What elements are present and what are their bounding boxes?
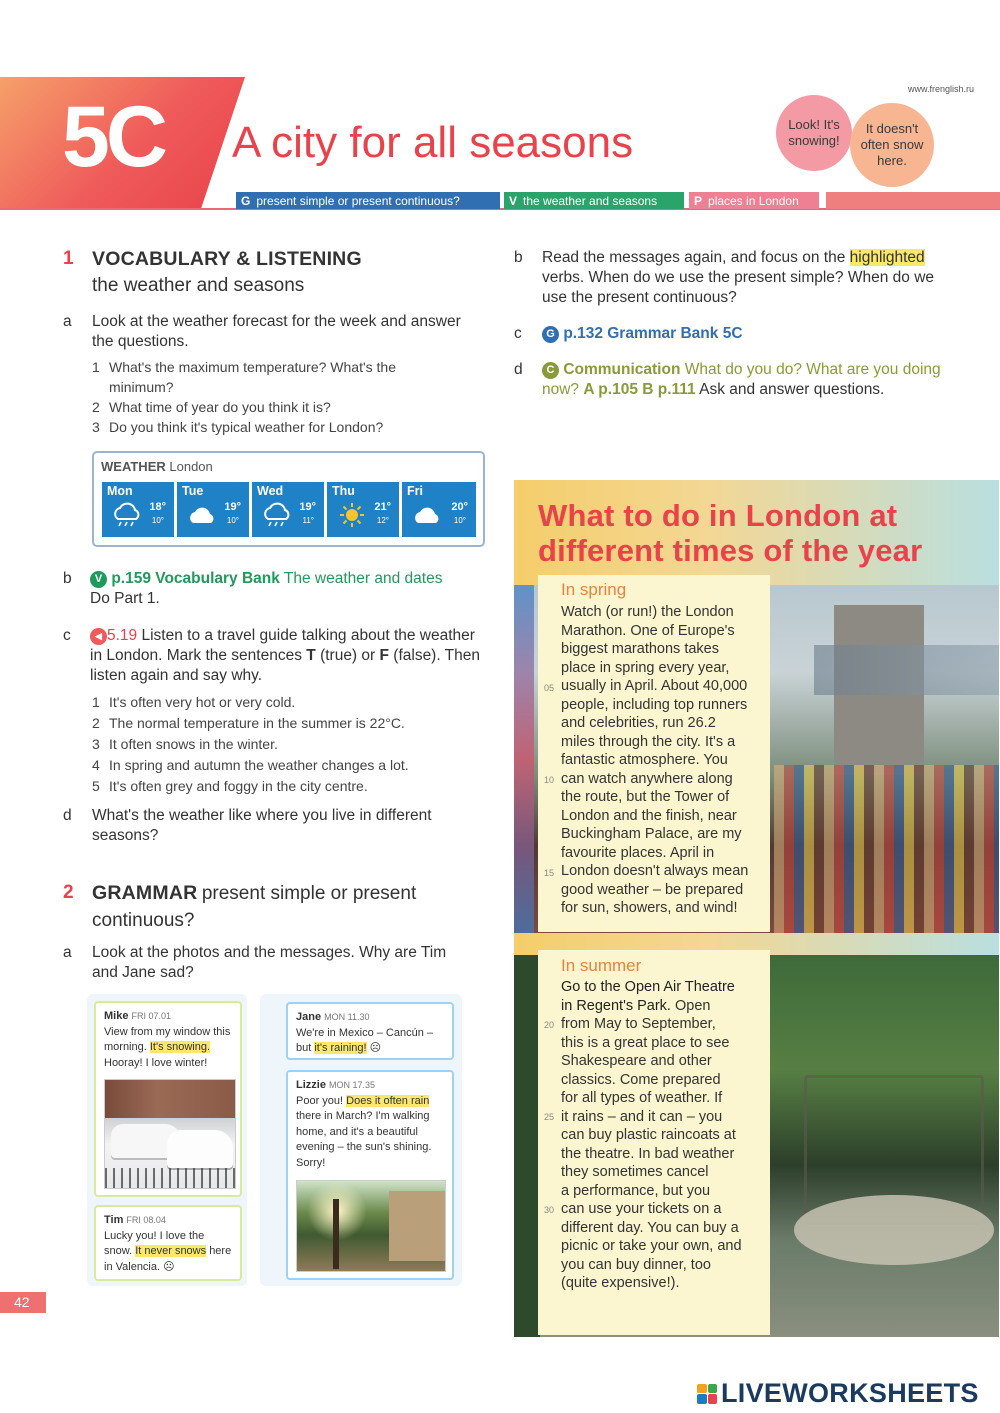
article-line: can buy plastic raincoats at [561,1127,736,1143]
question-number: 1 [92,694,100,710]
audio-icon[interactable]: ◀ [90,628,107,645]
question-text: It's often very hot or very cold. [109,694,296,710]
message-sender: Lizzie [296,1079,326,1091]
article-line: different day. You can buy a [561,1219,739,1236]
exercise-text: verbs. When do we use the present simple? When do we use the present continuous? [542,269,935,306]
communication-link[interactable]: Communication [563,361,681,378]
section-number: 1 [63,248,74,269]
question-number: 2 [92,399,100,415]
highlighted-verb: Does it often rain [346,1094,430,1107]
question-number: 1 [92,359,100,375]
weather-min-temp: 10° [453,516,466,525]
article-line: biggest marathons takes [561,641,719,657]
message-time: MON 11.30 [324,1012,370,1022]
message-sender: Jane [296,1011,322,1023]
tag-text: places in London [708,193,799,208]
message-card-tim [94,1205,242,1281]
highlighted-verb: It never snows [135,1245,207,1257]
article-line: miles through the city. It's a [561,733,736,750]
exercise-text: Listen to a travel guide talking about the weather in London. Mark the sentences [90,627,475,664]
weather-max-temp: 19° [224,501,241,513]
tag-letter: V [509,193,518,208]
exercise-letter: d [63,807,72,824]
message-text: We're in Mexico – Cancún – but [296,1026,434,1054]
question-text: Do you think it's typical weather for London? [109,419,384,435]
weather-day-label: Mon [107,484,133,498]
weather-day-label: Thu [332,484,355,498]
message-time: MON 17.35 [329,1080,376,1090]
article-title-line: What to do in London at [538,498,898,533]
article-title-line: different times of the year [538,533,923,568]
article-line: fantastic atmosphere. You [561,752,728,768]
exercise-2c-instruction [542,324,743,344]
message-sender: Mike [104,1010,129,1022]
tag-letter: G [241,193,251,208]
exercise-text: Do Part 1. [90,590,160,607]
article-line: you can buy dinner, too [561,1256,711,1273]
article-line: and celebrities, run 26.2 [561,715,716,731]
article-line: can watch anywhere along [561,770,733,787]
exercise-1d-instruction: What's the weather like where you live in different seasons? [92,807,432,844]
audio-track-number[interactable]: 5.19 [107,627,138,644]
section-subheading: present simple or present [201,883,417,904]
summer-lead: in Regent's Park. [561,997,671,1014]
exercise-letter: c [63,627,71,644]
article-line: classics. Come prepared [561,1071,721,1088]
message-text: Poor you! [296,1094,344,1107]
weather-label: WEATHER [101,459,166,474]
tag-vocabulary [504,192,684,209]
tag-letter: P [694,193,703,208]
exercise-text: Read the messages again, and focus on the [542,249,846,266]
article-line: people, including top runners [561,696,748,713]
false-marker: F [379,647,389,664]
line-number: 15 [544,868,555,878]
message-time: FRI 07.01 [131,1011,172,1021]
message-sender: Tim [104,1214,124,1226]
speech-bubble-text: Look! It's snowing! [788,116,840,148]
message-text: there in March? I'm walking home, and it's a beautiful evening – the sun's shining. Sorry! [296,1110,432,1169]
weather-city: London [169,459,213,474]
message-card-lizzie [286,1070,454,1280]
section-subheading: the weather and seasons [92,275,305,296]
vocabulary-bank-topic: The weather and dates [283,570,443,587]
question-text: It often snows in the winter. [109,736,278,752]
exercise-letter: c [514,325,522,342]
summer-lead: Go to the Open Air Theatre [561,979,735,995]
exercise-1a-instruction: Look at the weather forecast for the week and answer the questions. [92,313,461,350]
summer-article-text [561,978,766,1293]
article-line: Buckingham Palace, are my [561,826,742,842]
section-heading: GRAMMAR [92,882,198,904]
weather-day-tue [177,482,249,537]
spring-lead: Watch (or run!) the London Marathon. [561,604,734,639]
exercise-text: (true) or [320,647,376,664]
section-number: 2 [63,882,74,903]
article-line: from May to September, [561,1016,716,1032]
question-number: 3 [92,736,100,752]
exercise-1b-instruction [90,569,480,609]
question-number: 3 [92,419,100,435]
weather-day-mon [102,482,174,537]
highlighted-verb: It's snowing. [149,1041,211,1053]
question-number: 4 [92,757,100,773]
cloud-rain-icon [260,502,294,528]
question-text: In spring and autumn the weather changes a lot. [109,757,409,773]
article-line: this is a great place to see [561,1034,730,1051]
communication-pages[interactable]: A p.105 B p.111 [583,381,696,398]
exercise-text: Ask and answer questions. [699,381,885,398]
speech-bubble-snowing [776,95,852,171]
sunny-street-photo [296,1180,446,1272]
message-time: FRI 08.04 [126,1215,166,1225]
summer-heading: In summer [561,956,642,975]
vocabulary-bank-link[interactable]: p.159 Vocabulary Bank [111,570,280,587]
weather-max-temp: 20° [451,501,468,513]
tag-bar-filler [826,192,1000,209]
weather-day-label: Tue [182,484,204,498]
weather-title [101,459,213,474]
message-text: View from my window this morning. [104,1025,231,1053]
line-number: 25 [544,1112,555,1122]
question-text: What time of year do you think it is? [109,399,331,415]
article-line: (quite expensive!). [561,1275,680,1291]
exercise-2b-instruction [542,248,937,308]
article-line: the route, but the Tower of [561,789,730,805]
article-line: it rains – and it can – you [561,1108,723,1125]
weather-max-temp: 21° [374,501,391,513]
line-number: 30 [544,1205,555,1215]
weather-max-temp: 19° [299,501,316,513]
page-title: A city for all seasons [232,118,634,167]
highlighted-verb: it's raining! [314,1042,367,1054]
weather-day-label: Fri [407,484,423,498]
page-number: 42 [0,1292,46,1313]
snowy-street-photo [104,1079,236,1189]
true-marker: T [306,647,316,664]
message-text: here in Valencia. ☹ [104,1245,232,1273]
weather-min-temp: 12° [376,516,389,525]
cloud-icon [410,502,444,528]
communication-icon: C [542,362,559,379]
question-number: 5 [92,778,100,794]
liveworksheets-logo[interactable] [697,1378,979,1409]
site-url: www.frenglish.ru [908,84,975,94]
section-heading: VOCABULARY & LISTENING [92,248,362,270]
unit-number: 5C [62,89,164,185]
article-line: place in spring every year, [561,659,730,676]
tag-pronunciation [689,192,819,209]
weather-min-temp: 11° [302,516,314,525]
grammar-bank-link[interactable]: p.132 Grammar Bank 5C [563,325,743,342]
article-line: usually in April. About 40,000 [561,678,748,694]
exercise-text: (false). Then listen again and say why. [90,647,481,684]
message-text: Hooray! I love winter! [104,1056,208,1069]
exercise-letter: b [514,249,523,266]
message-text: Lucky you! I love the snow. [104,1229,205,1257]
exercise-letter: a [63,313,72,330]
article-line: picnic or take your own, and [561,1238,742,1254]
tag-grammar [236,192,500,209]
weather-min-temp: 10° [226,516,239,525]
exercise-2a-instruction: Look at the photos and the messages. Why are Tim and Jane sad? [92,944,447,981]
weather-min-temp: 10° [151,516,164,525]
weather-max-temp: 18° [149,501,166,513]
speech-bubble-text: It doesn't often snow here. [860,120,924,169]
line-number: 20 [544,1020,555,1030]
line-number: 10 [544,775,555,785]
article-line: favourite places. April in [561,844,715,861]
exercise-1c-instruction [90,626,485,686]
grammar-bank-icon: G [542,326,559,343]
weather-day-wed [252,482,324,537]
message-card-mike [94,1001,242,1197]
spring-article-text [561,603,766,918]
message-text: ☹ [369,1042,382,1054]
question-text: What's the maximum temperature? What's the minimum? [109,359,397,395]
weather-day-label: Wed [257,484,284,498]
article-line: a performance, but you [561,1182,711,1199]
article-line: Shakespeare and other [561,1053,712,1069]
tag-text: present simple or present continuous? [256,193,460,208]
cloud-rain-icon [110,502,144,528]
vocabulary-bank-icon: V [90,571,107,588]
highlighted-word: highlighted [849,249,925,266]
article-line: Open [675,997,711,1014]
article-line: for sun, showers, and wind! [561,900,738,916]
exercise-letter: b [63,570,72,587]
exercise-letter: d [514,361,523,378]
article-line: London doesn't always mean [561,863,749,879]
article-line: the theatre. In bad weather [561,1145,735,1162]
question-number: 2 [92,715,100,731]
question-text: It's often grey and foggy in the city centre. [109,778,368,794]
sun-icon [335,502,369,528]
line-number: 05 [544,683,555,693]
article-line: for all types of weather. If [561,1090,723,1106]
speech-bubble-not-often [850,103,934,187]
weather-day-thu [327,482,399,537]
tag-text: the weather and seasons [523,193,658,208]
article-title [538,498,922,568]
logo-text: LIVEWORKSHEETS [721,1378,979,1408]
section-subheading: continuous? [92,910,195,931]
weather-day-fri [402,482,476,537]
exercise-letter: a [63,944,72,961]
article-line: good weather – be prepared [561,881,744,898]
logo-mark-icon [697,1384,717,1404]
exercise-2d-instruction [542,360,942,400]
question-text: The normal temperature in the summer is 22°C. [109,715,405,731]
cloud-icon [185,502,219,528]
article-line: can use your tickets on a [561,1201,722,1217]
communication-prompt: What do you do? What are you doing now? [542,361,941,398]
article-line: One of Europe's [630,622,735,639]
article-line: London and the finish, near [561,807,737,824]
article-line: they sometimes cancel [561,1164,709,1180]
spring-heading: In spring [561,580,627,599]
message-card-jane [286,1002,454,1060]
section-2-header [92,880,482,935]
